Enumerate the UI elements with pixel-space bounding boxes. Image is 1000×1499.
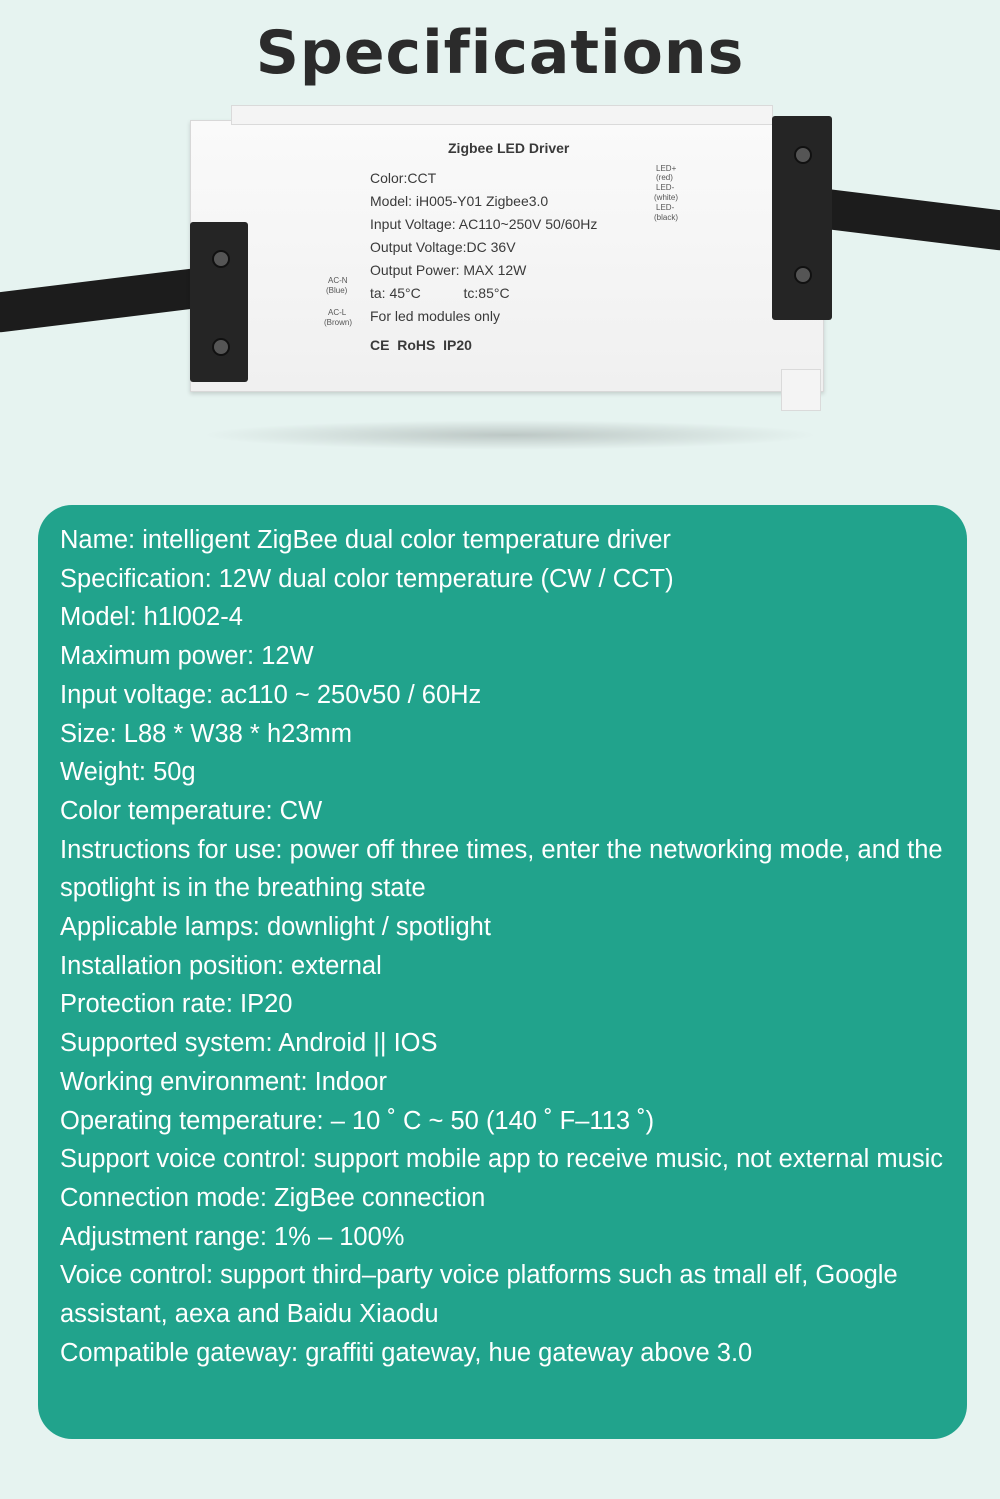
terminal-screw: [212, 250, 230, 268]
label-line: Model: iH005-Y01 Zigbee3.0: [370, 193, 549, 209]
spec-item: Size: L88 * W38 * h23mm: [60, 719, 352, 748]
product-photo: [0, 100, 1000, 460]
spec-list: [60, 521, 955, 1372]
spec-item: Instructions for use: power off three times, enter the networking mode, and the spotlight is in the breathing state: [60, 835, 943, 903]
led-minus-color: (black): [654, 213, 679, 222]
right-terminal-block: [772, 116, 832, 320]
label-line: Color:CCT: [370, 170, 437, 186]
led-minus-label: LED-: [656, 183, 675, 192]
certification-marks: CE RoHS IP20: [370, 337, 472, 353]
spec-item: Applicable lamps: downlight / spotlight: [60, 913, 491, 942]
page-title: Specifications: [255, 18, 745, 88]
label-line: Input Voltage: AC110~250V 50/60Hz: [370, 216, 598, 232]
housing-notch: [231, 105, 773, 125]
label-line: ta: 45°C tc:85°C: [370, 285, 510, 301]
spec-item: Support voice control: support mobile app to receive music, not external music: [60, 1145, 944, 1174]
spec-item: Supported system: Android || IOS: [60, 1029, 438, 1058]
spec-item: Connection mode: ZigBee connection: [60, 1183, 486, 1212]
spec-item: Working environment: Indoor: [60, 1067, 387, 1096]
product-shadow: [200, 420, 820, 450]
label-line: Output Voltage:DC 36V: [370, 239, 516, 255]
label-heading: Zigbee LED Driver: [448, 140, 570, 156]
spec-item: Voice control: support third–party voice platforms such as tmall elf, Google assistant, aexa and Baidu Xiaodu: [60, 1261, 898, 1329]
terminal-screw: [212, 338, 230, 356]
spec-item: Installation position: external: [60, 951, 382, 980]
spec-item: Maximum power: 12W: [60, 642, 314, 671]
housing-notch: [781, 369, 821, 411]
spec-item: Name: intelligent ZigBee dual color temperature driver: [60, 526, 671, 554]
led-minus-label: LED-: [656, 203, 675, 212]
led-plus-label: LED+: [656, 164, 677, 173]
spec-item: Weight: 50g: [60, 758, 196, 787]
spec-item: Model: h1l002-4: [60, 603, 243, 632]
terminal-screw: [794, 266, 812, 284]
spec-item: Specification: 12W dual color temperature (CW / CCT): [60, 564, 674, 593]
spec-item: Adjustment range: 1% – 100%: [60, 1222, 405, 1251]
ac-l-label: AC-L: [328, 308, 347, 317]
spec-item: Compatible gateway: graffiti gateway, hue gateway above 3.0: [60, 1338, 753, 1367]
left-terminal-block: [190, 222, 248, 382]
ac-n-color: (Blue): [326, 286, 348, 295]
label-line: For led modules only: [370, 308, 500, 324]
specifications-card: [38, 505, 967, 1439]
terminal-screw: [794, 146, 812, 164]
ac-n-label: AC-N: [328, 276, 348, 285]
spec-item: Color temperature: CW: [60, 796, 323, 825]
spec-item: Input voltage: ac110 ~ 250v50 / 60Hz: [60, 680, 482, 709]
led-plus-color: (red): [656, 173, 673, 182]
spec-item: Operating temperature: – 10 ˚ C ~ 50 (140 ˚ F–113 ˚): [60, 1106, 655, 1135]
left-cable: [0, 266, 222, 335]
label-line: Output Power: MAX 12W: [370, 262, 527, 278]
ac-l-color: (Brown): [324, 318, 353, 327]
driver-housing: [190, 120, 824, 392]
spec-item: Protection rate: IP20: [60, 990, 293, 1019]
led-minus-color: (white): [654, 193, 679, 202]
